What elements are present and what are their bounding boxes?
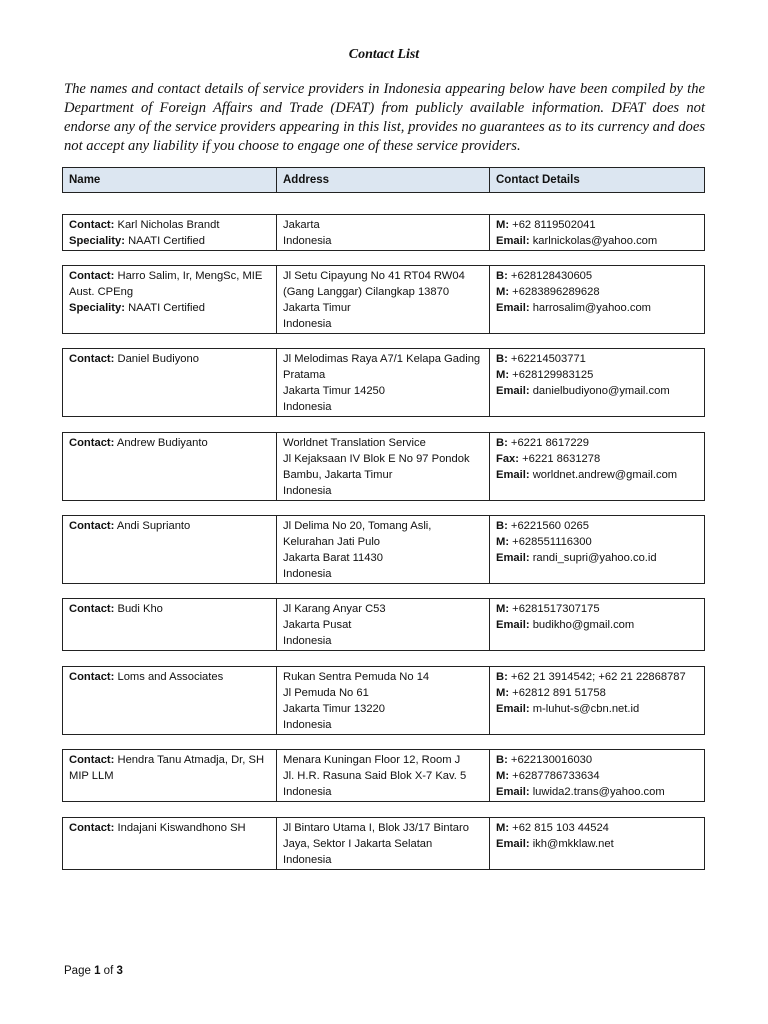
fax-label: Fax: — [496, 453, 520, 465]
email-label: Email: — [496, 469, 530, 481]
contact-name: Hendra Tanu Atmadja, Dr, SH MIP LLM — [69, 754, 265, 782]
contact-details-cell — [490, 667, 704, 734]
table-row — [62, 214, 705, 251]
address-cell — [277, 818, 490, 869]
contact-details-cell — [490, 349, 704, 416]
contact-name: Karl Nicholas Brandt — [117, 219, 220, 231]
address-cell — [277, 349, 490, 416]
business-phone-label: B: — [496, 754, 508, 766]
business-phone-label: B: — [496, 437, 508, 449]
speciality-label: Speciality: — [69, 235, 125, 247]
email-label: Email: — [496, 302, 530, 314]
mobile-number: +62812 891 51758 — [512, 687, 606, 699]
contact-details-cell — [490, 599, 704, 650]
business-phone: +6221560 0265 — [510, 520, 590, 532]
address-line: (Gang Langgar) Cilangkap 13870 — [283, 286, 450, 298]
email-label: Email: — [496, 786, 530, 798]
header-name: Name — [63, 168, 277, 192]
name-cell — [63, 266, 277, 333]
business-phone: +62 21 3914542; +62 21 22868787 — [510, 671, 686, 683]
table-row — [62, 432, 705, 501]
address-line: Indonesia — [283, 318, 332, 330]
page-word: Page — [64, 965, 91, 977]
email-address: danielbudiyono@ymail.com — [532, 385, 670, 397]
header-address: Address — [277, 168, 490, 192]
business-phone-label: B: — [496, 520, 508, 532]
business-phone-label: B: — [496, 353, 508, 365]
table-row — [62, 749, 705, 802]
mobile-number: +6281517307175 — [512, 603, 600, 615]
email-address: randi_supri@yahoo.co.id — [532, 552, 657, 564]
mobile-number: +62 8119502041 — [512, 219, 596, 231]
mobile-label: M: — [496, 687, 510, 699]
contact-name: Indajani Kiswandhono SH — [117, 822, 246, 834]
fax-number: +6221 8631278 — [522, 453, 601, 465]
name-cell — [63, 750, 277, 801]
mobile-number: +62 815 103 44524 — [512, 822, 609, 834]
contact-details-cell — [490, 750, 704, 801]
address-cell — [277, 750, 490, 801]
email-label: Email: — [496, 838, 530, 850]
page-number — [64, 964, 123, 978]
address-line: Jakarta Timur 14250 — [283, 385, 385, 397]
email-address: karlnickolas@yahoo.com — [532, 235, 658, 247]
address-line: Indonesia — [283, 568, 332, 580]
contact-details-cell — [490, 818, 704, 869]
address-line: Jakarta Pusat — [283, 619, 352, 631]
contact-label: Contact: — [69, 822, 115, 834]
business-phone: +628128430605 — [510, 270, 593, 282]
address-line: Jl Setu Cipayung No 41 RT04 RW04 — [283, 270, 465, 282]
address-line: Jl Karang Anyar C53 — [283, 603, 386, 615]
contact-details-cell — [490, 433, 704, 500]
page-current: 1 — [94, 965, 101, 977]
table-row — [62, 265, 705, 334]
business-phone: +622130016030 — [510, 754, 593, 766]
contact-name: Andrew Budiyanto — [116, 437, 208, 449]
business-phone-label: B: — [496, 270, 508, 282]
table-row — [62, 817, 705, 870]
name-cell — [63, 599, 277, 650]
table-header — [62, 167, 705, 193]
address-line: Indonesia — [283, 235, 332, 247]
name-cell — [63, 433, 277, 500]
address-cell — [277, 599, 490, 650]
contact-name: Loms and Associates — [117, 671, 224, 683]
mobile-label: M: — [496, 822, 510, 834]
contact-label: Contact: — [69, 754, 115, 766]
address-cell — [277, 215, 490, 250]
address-line: Jakarta Timur 13220 — [283, 703, 385, 715]
contact-name: Andi Suprianto — [116, 520, 191, 532]
contact-label: Contact: — [69, 520, 115, 532]
address-line: Bambu, Jakarta Timur — [283, 469, 393, 481]
mobile-number: +6287786733634 — [512, 770, 600, 782]
name-cell — [63, 818, 277, 869]
contact-details-cell — [490, 215, 704, 250]
address-line: Jakarta Barat 11430 — [283, 552, 383, 564]
email-label: Email: — [496, 235, 530, 247]
address-line: Jl Delima No 20, Tomang Asli, — [283, 520, 432, 532]
table-row — [62, 515, 705, 584]
business-phone-label: B: — [496, 671, 508, 683]
email-address: m-luhut-s@cbn.net.id — [532, 703, 640, 715]
contact-name: Harro Salim, Ir, MengSc, MIE Aust. CPEng — [69, 270, 263, 298]
address-line: Indonesia — [283, 854, 332, 866]
email-address: ikh@mkklaw.net — [532, 838, 614, 850]
address-line: Jakarta — [283, 219, 320, 231]
contact-label: Contact: — [69, 270, 115, 282]
table-row — [62, 598, 705, 651]
address-line: Jl Bintaro Utama I, Blok J3/17 Bintaro — [283, 822, 469, 834]
name-cell — [63, 349, 277, 416]
mobile-number: +628551116300 — [512, 536, 592, 548]
mobile-label: M: — [496, 603, 510, 615]
business-phone: +6221 8617229 — [510, 437, 590, 449]
address-cell — [277, 266, 490, 333]
address-line: Rukan Sentra Pemuda No 14 — [283, 671, 430, 683]
address-line: Jl Pemuda No 61 — [283, 687, 369, 699]
address-cell — [277, 433, 490, 500]
email-label: Email: — [496, 703, 530, 715]
address-line: Jl Kejaksaan IV Blok E No 97 Pondok — [283, 453, 470, 465]
contact-label: Contact: — [69, 671, 115, 683]
address-line: Jl. H.R. Rasuna Said Blok X-7 Kav. 5 — [283, 770, 467, 782]
address-line: Indonesia — [283, 786, 332, 798]
address-line: Indonesia — [283, 485, 332, 497]
mobile-label: M: — [496, 219, 510, 231]
header-contact-details: Contact Details — [496, 174, 580, 186]
contact-details-cell — [490, 516, 704, 583]
mobile-label: M: — [496, 369, 510, 381]
address-line: Indonesia — [283, 635, 332, 647]
mobile-label: M: — [496, 770, 510, 782]
email-label: Email: — [496, 619, 530, 631]
address-line: Kelurahan Jati Pulo — [283, 536, 381, 548]
email-label: Email: — [496, 552, 530, 564]
contact-name: Budi Kho — [117, 603, 163, 615]
contact-details-cell — [490, 266, 704, 333]
email-address: luwida2.trans@yahoo.com — [532, 786, 665, 798]
address-cell — [277, 516, 490, 583]
speciality-value: NAATI Certified — [128, 235, 205, 247]
address-line: Pratama — [283, 369, 326, 381]
mobile-number: +628129983125 — [512, 369, 594, 381]
address-line: Jakarta Timur — [283, 302, 351, 314]
business-phone: +62214503771 — [510, 353, 586, 365]
contact-label: Contact: — [69, 437, 115, 449]
address-line: Indonesia — [283, 719, 332, 731]
address-line: Worldnet Translation Service — [283, 437, 426, 449]
mobile-label: M: — [496, 286, 510, 298]
name-cell — [63, 516, 277, 583]
mobile-number: +6283896289628 — [512, 286, 600, 298]
contact-name: Daniel Budiyono — [117, 353, 199, 365]
address-line: Indonesia — [283, 401, 332, 413]
address-cell — [277, 667, 490, 734]
email-address: harrosalim@yahoo.com — [532, 302, 651, 314]
intro-paragraph: The names and contact details of service providers in Indonesia appearing below have been compiled by the Department of Foreign Affairs and Trade (DFAT) from publicly available information. DFAT does not endorse any of the service providers appearing in this list, provides no guarantees as to its currency and does not accept any liability if you choose to engage one of these service providers. — [64, 81, 705, 154]
page-of: of — [103, 965, 114, 977]
contact-label: Contact: — [69, 603, 115, 615]
contact-label: Contact: — [69, 219, 115, 231]
page-title: Contact List — [348, 47, 420, 62]
page-total: 3 — [116, 965, 123, 977]
table-row — [62, 666, 705, 735]
address-line: Jl Melodimas Raya A7/1 Kelapa Gading — [283, 353, 481, 365]
speciality-label: Speciality: — [69, 302, 125, 314]
email-address: worldnet.andrew@gmail.com — [532, 469, 678, 481]
address-line: Jaya, Sektor I Jakarta Selatan — [283, 838, 433, 850]
email-label: Email: — [496, 385, 530, 397]
contact-label: Contact: — [69, 353, 115, 365]
speciality-value: NAATI Certified — [128, 302, 205, 314]
email-address: budikho@gmail.com — [532, 619, 635, 631]
name-cell — [63, 667, 277, 734]
address-line: Menara Kuningan Floor 12, Room J — [283, 754, 461, 766]
mobile-label: M: — [496, 536, 510, 548]
table-row — [62, 348, 705, 417]
name-cell — [63, 215, 277, 250]
